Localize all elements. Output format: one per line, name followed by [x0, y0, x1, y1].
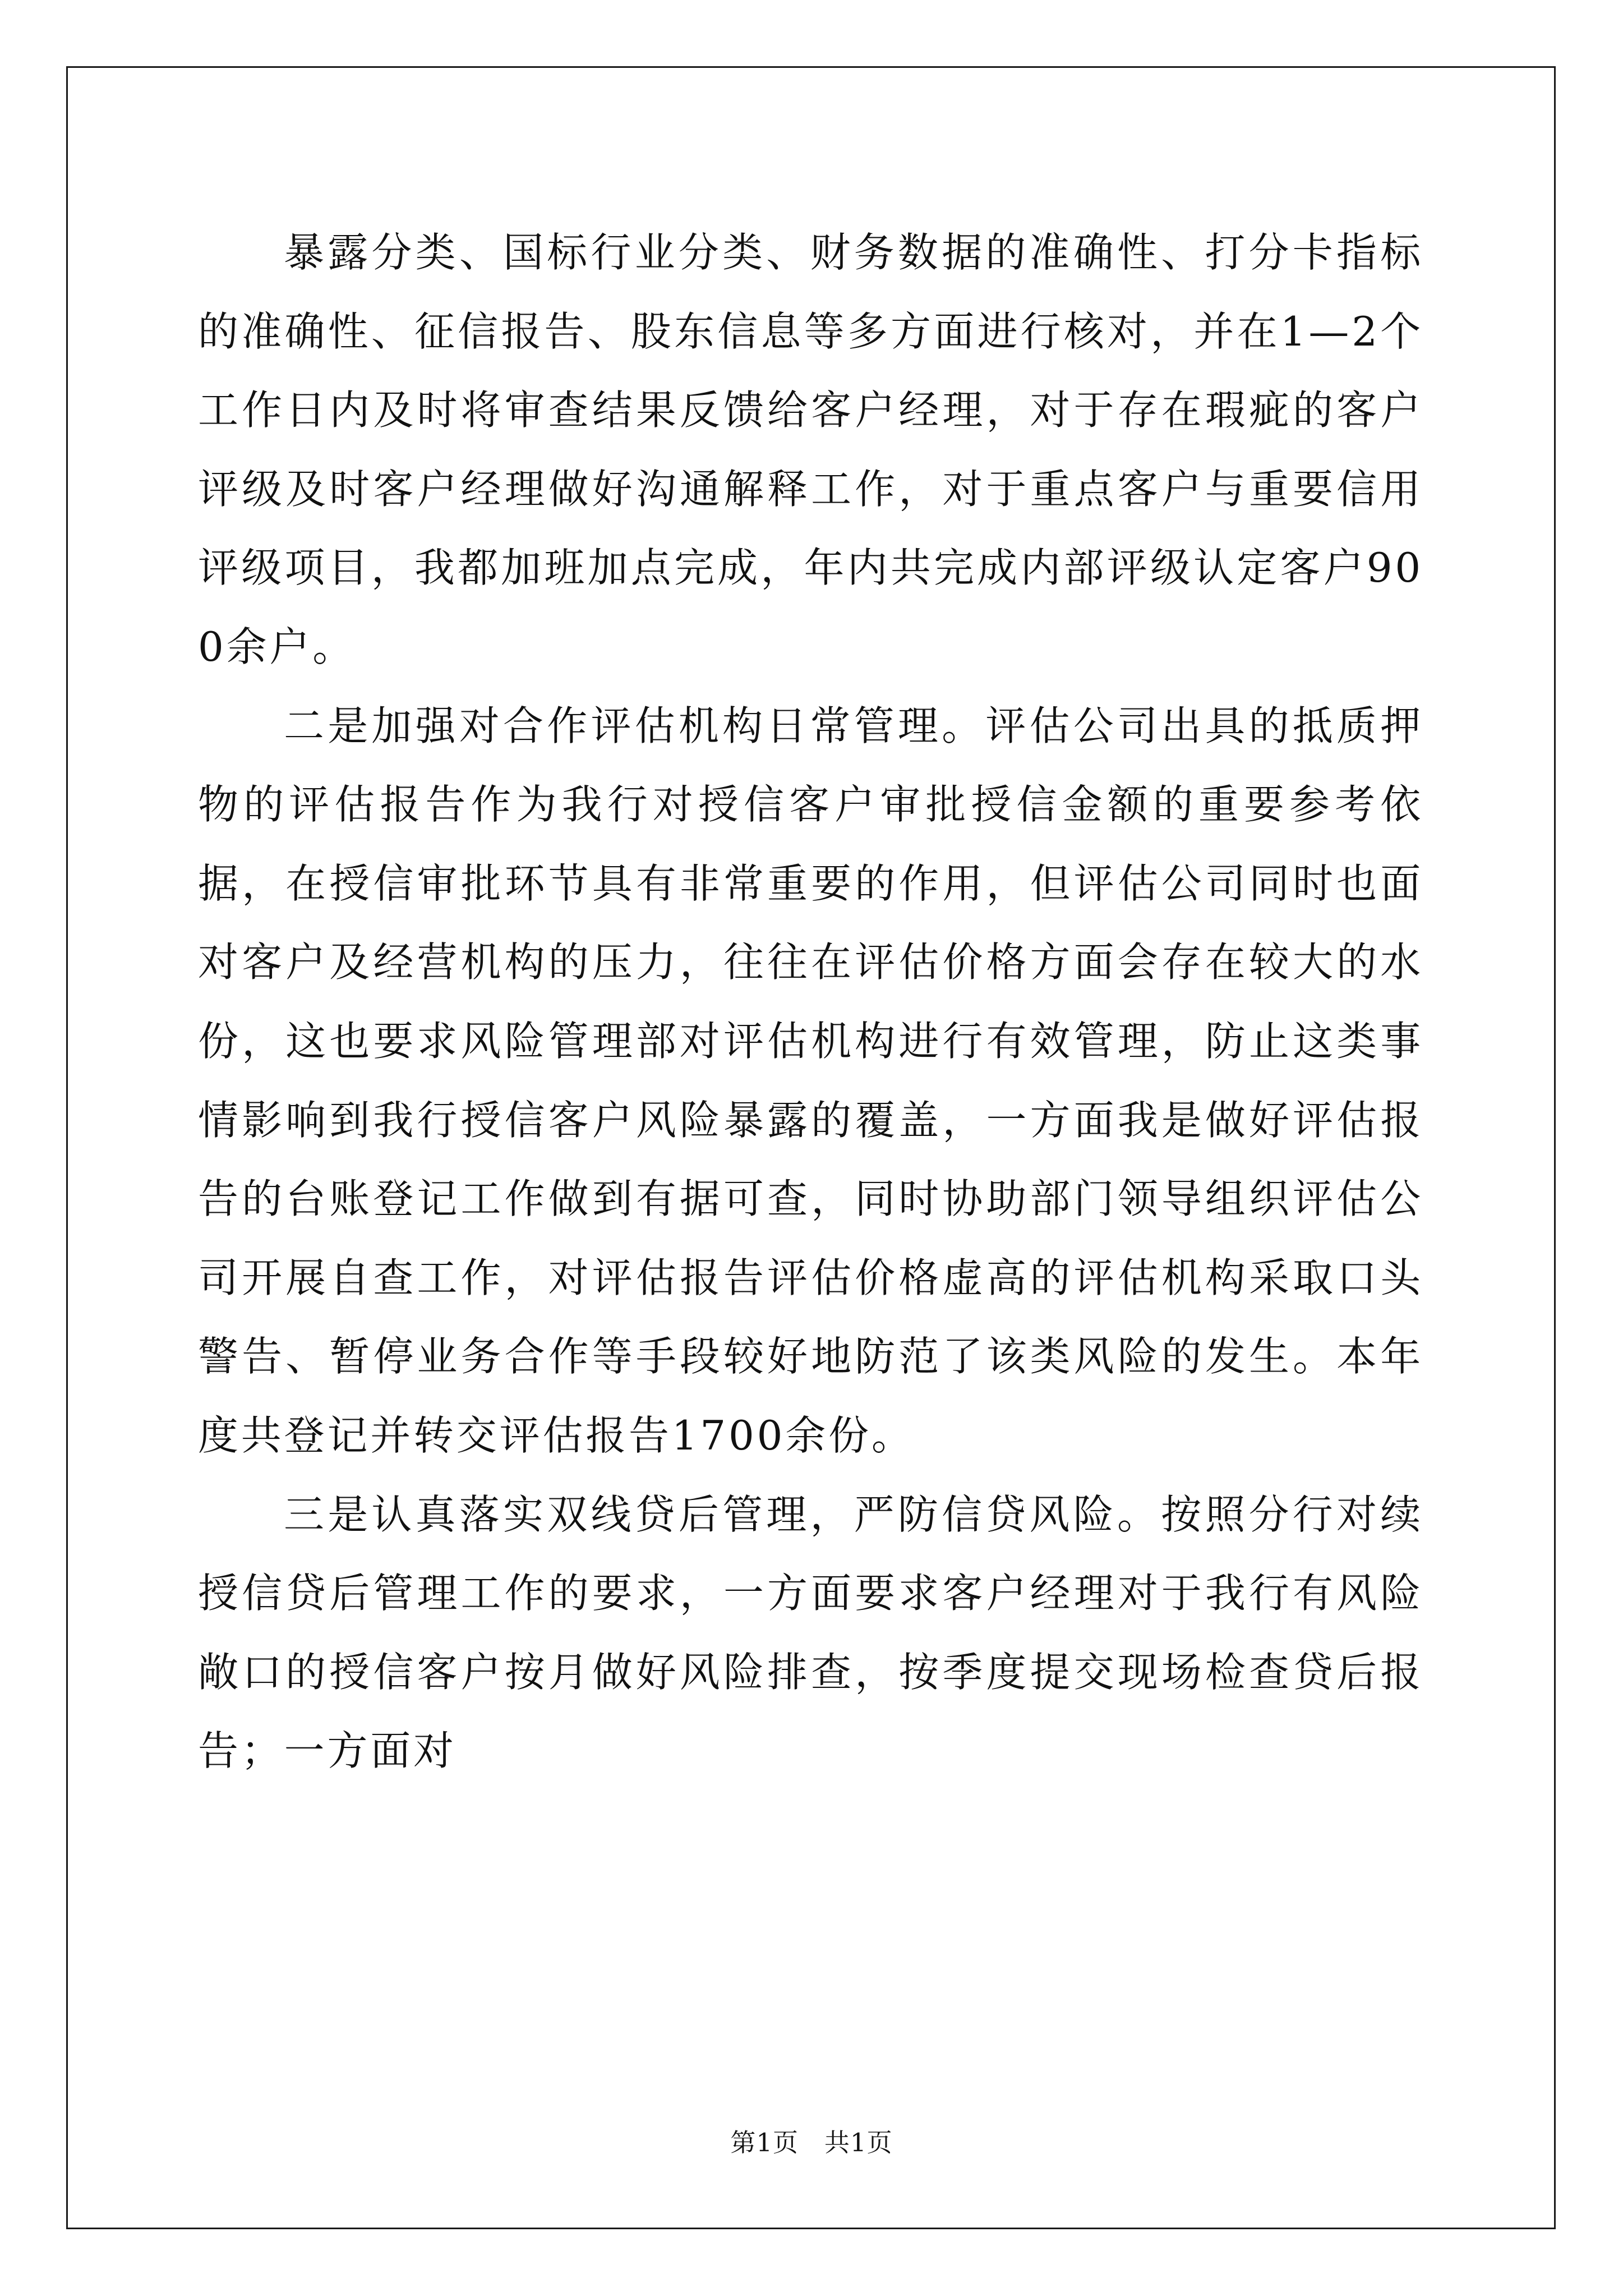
paragraph-appraisal-management: 二是加强对合作评估机构日常管理。评估公司出具的抵质押物的评估报告作为我行对授信客户审批授信金额的重要参考依据，在授信审批环节具有非常重要的作用，但评估公司同时也面对客户及经营机构的压力，往往在评估价格方面会存在较大的水份，这也要求风险管理部对评估机构进行有效管理，防止这类事情影响到我行授信客户风险暴露的覆盖，一方面我是做好评估报告的台账登记工作做到有据可查，同时协助部门领导组织评估公司开展自查工作，对评估报告评估价格虚高的评估机构采取口头警告、暂停业务合作等手段较好地防范了该类风险的发生。本年度共登记并转交评估报告1700余份。 — [198, 702, 1423, 1459]
paragraph-post-loan-management: 三是认真落实双线贷后管理，严防信贷风险。按照分行对续授信贷后管理工作的要求，一方面要求客户经理对于我行有风险敞口的授信客户按月做好风险排查，按季度提交现场检查贷后报告；一方面对 — [198, 1490, 1423, 1775]
page-number-current: 第1页 — [730, 2128, 799, 2157]
page-number-total: 共1页 — [824, 2128, 893, 2157]
page-footer — [0, 2126, 1623, 2160]
paragraph-rating-review: 暴露分类、国标行业分类、财务数据的准确性、打分卡指标的准确性、征信报告、股东信息等多方面进行核对，并在1—2个工作日内及时将审查结果反馈给客户经理，对于存在瑕疵的客户评级及时客户经理做好沟通解释工作，对于重点客户与重要信用评级项目，我都加班加点完成，年内共完成内部评级认定客户900余户。 — [198, 229, 1423, 670]
document-body — [198, 213, 1423, 1791]
